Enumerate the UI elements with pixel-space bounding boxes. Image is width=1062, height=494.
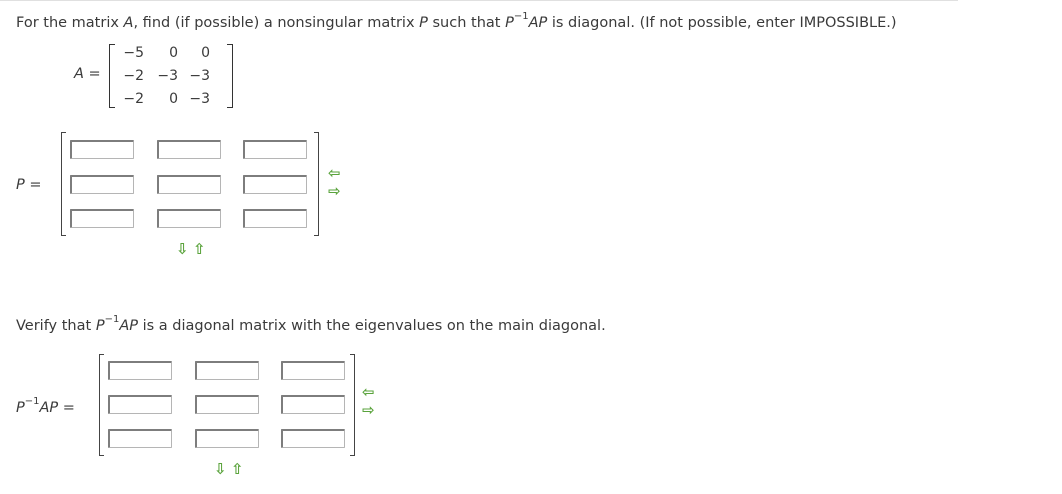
diag-add-row-arrow-icon[interactable]: ⇩ [214, 460, 227, 478]
verify-text [16, 316, 606, 334]
diag-matrix-left-bracket [99, 354, 104, 456]
diag-matrix-input-r2c2[interactable] [195, 395, 259, 414]
diag-matrix-input-r3c1[interactable] [108, 429, 172, 448]
matrix-a-cell: −3 [157, 68, 178, 84]
verify-lead: Verify that [16, 317, 96, 334]
diag-matrix-input-r1c2[interactable] [195, 361, 259, 380]
matrix-a-cell: 0 [169, 45, 178, 61]
verify-rest: is a diagonal matrix with the eigenvalues on the main diagonal. [137, 317, 606, 334]
remove-row-arrow-icon[interactable]: ⇧ [193, 240, 206, 258]
var-ap: AP [528, 14, 548, 31]
p-matrix-input-r1c1[interactable] [70, 140, 134, 159]
p-matrix-input-r1c3[interactable] [243, 140, 307, 159]
matrix-a-cell: 0 [201, 45, 210, 61]
question-end: is diagonal. (If not possible, enter IMPOSSIBLE.) [547, 14, 897, 31]
top-divider [0, 0, 958, 1]
verify-var-ap: AP [119, 317, 138, 334]
var-p: P [419, 14, 428, 31]
remove-column-arrow-icon[interactable]: ⇦ [328, 164, 341, 182]
p-label: P = [16, 177, 42, 193]
p-matrix-input-r1c2[interactable] [157, 140, 221, 159]
verify-inverse-superscript: −1 [104, 314, 120, 325]
matrix-a-right-bracket [227, 44, 233, 108]
question-mid2: such that [427, 14, 506, 31]
diag-add-column-arrow-icon[interactable]: ⇨ [362, 401, 375, 419]
var-a: A [123, 14, 134, 31]
matrix-a-cell: −5 [123, 45, 144, 61]
p-matrix-left-bracket [61, 132, 66, 236]
p-matrix-input-r2c3[interactable] [243, 175, 307, 194]
var-p-inverse: P [505, 14, 514, 31]
p-matrix-right-bracket [314, 132, 319, 236]
diag-matrix-right-bracket [350, 354, 355, 456]
matrix-a-label: A = [74, 66, 101, 82]
matrix-a-cell: −2 [123, 68, 144, 84]
matrix-a-left-bracket [109, 44, 115, 108]
question-intro: For the matrix [16, 14, 124, 31]
add-row-arrow-icon[interactable]: ⇩ [176, 240, 189, 258]
p-matrix-input-r3c2[interactable] [157, 209, 221, 228]
p-matrix-input-r2c1[interactable] [70, 175, 134, 194]
matrix-a-cell: −2 [123, 91, 144, 107]
diag-matrix-input-r2c3[interactable] [281, 395, 345, 414]
p-matrix-input-r3c1[interactable] [70, 209, 134, 228]
diag-remove-row-arrow-icon[interactable]: ⇧ [231, 460, 244, 478]
question-text [16, 13, 897, 31]
diag-matrix-input-r3c2[interactable] [195, 429, 259, 448]
inverse-superscript: −1 [513, 11, 529, 22]
p-matrix-input-r2c2[interactable] [157, 175, 221, 194]
p-matrix-input-r3c3[interactable] [243, 209, 307, 228]
diag-remove-column-arrow-icon[interactable]: ⇦ [362, 383, 375, 401]
add-column-arrow-icon[interactable]: ⇨ [328, 182, 341, 200]
diag-matrix-input-r1c3[interactable] [281, 361, 345, 380]
diag-matrix-input-r2c1[interactable] [108, 395, 172, 414]
pinv-ap-label: $P^{-1}AP$ = [16, 396, 75, 416]
verify-var-p: P [95, 317, 105, 334]
question-mid: , find (if possible) a nonsingular matrix [133, 14, 420, 31]
matrix-a-cell: −3 [189, 91, 210, 107]
diag-matrix-input-r3c3[interactable] [281, 429, 345, 448]
matrix-a-cell: 0 [169, 91, 178, 107]
diag-matrix-input-r1c1[interactable] [108, 361, 172, 380]
matrix-a-cell: −3 [189, 68, 210, 84]
